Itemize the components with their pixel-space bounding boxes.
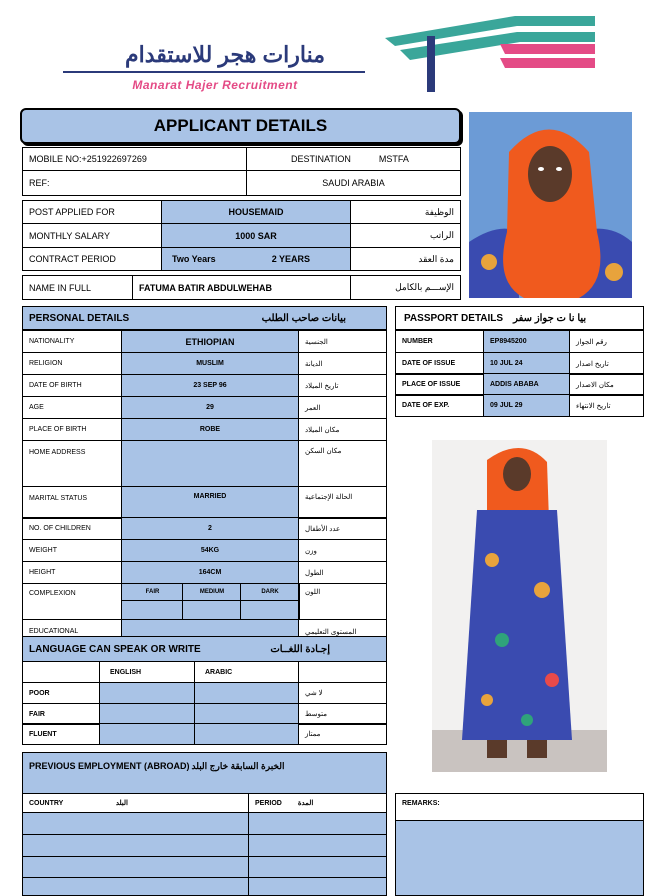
headshot-figure-icon [469, 112, 632, 298]
language-header: LANGUAGE CAN SPEAK OR WRITE إجـادة اللغــات [22, 636, 387, 662]
personal-height-ar: الطول [298, 561, 387, 584]
personal-weight-value: 54KG [121, 539, 299, 562]
lang-fluent-arabic[interactable] [194, 723, 299, 745]
personal-education-ar: المستوى التعليمي [298, 619, 387, 637]
employment-row-period[interactable] [248, 877, 387, 896]
employment-row-country[interactable] [22, 834, 249, 857]
complexion-dark-label: DARK [240, 583, 300, 601]
lang-fluent-label: FLUENT [22, 723, 100, 745]
personal-age-value: 29 [121, 396, 299, 419]
lang-corner-right [298, 661, 387, 683]
complexion-medium-label: MEDIUM [182, 583, 242, 601]
salary-label-ar: الراتب [350, 223, 461, 248]
salary-value: 1000 SAR [161, 223, 351, 248]
employment-row-country[interactable] [22, 877, 249, 896]
personal-nationality-label: NATIONALITY [22, 330, 122, 353]
complexion-fair-label: FAIR [121, 583, 184, 601]
logo-english-text: Manarat Hajer Recruitment [132, 78, 298, 92]
employment-country-col: COUNTRY البلد [22, 793, 249, 813]
passport-expiry-label: DATE OF EXP. [395, 394, 484, 417]
contract-label: CONTRACT PERIOD [22, 247, 162, 271]
name-label: NAME IN FULL [22, 275, 133, 300]
name-value: FATUMA BATIR ABDULWEHAB [132, 275, 351, 300]
employment-row-period[interactable] [248, 856, 387, 879]
complexion-medium-value[interactable] [182, 600, 242, 620]
remarks-box[interactable] [395, 820, 644, 896]
passport-number-label: NUMBER [395, 330, 484, 353]
post-value: HOUSEMAID [161, 200, 351, 224]
contract-value: Two Years 2 YEARS [161, 247, 351, 271]
personal-marital-label: MARITAL STATUS [22, 486, 122, 519]
complexion-dark-value[interactable] [240, 600, 300, 620]
personal-weight-ar: وزن [298, 539, 387, 562]
logo-arabic-text: منارات هجر للاستقدام [124, 42, 326, 67]
lang-fair-arabic[interactable] [194, 703, 299, 725]
personal-religion-ar: الديانة [298, 352, 387, 375]
company-logo [55, 8, 615, 98]
passport-issue_date-label: DATE OF ISSUE [395, 352, 484, 375]
ref-cell: REF: [22, 170, 247, 196]
personal-details-header: PERSONAL DETAILS بيانات صاحب الطلب [22, 306, 387, 330]
lang-fair-english[interactable] [99, 703, 195, 725]
lang-fluent-ar: ممتاز [298, 723, 387, 745]
passport-expiry-ar: تاريخ الانتهاء [569, 394, 644, 417]
personal-height-label: HEIGHT [22, 561, 122, 584]
personal-marital-ar: الحالة الإجتماعية [298, 486, 387, 519]
employment-row-country[interactable] [22, 856, 249, 879]
lang-poor-arabic[interactable] [194, 682, 299, 704]
applicant-headshot-photo [469, 112, 632, 298]
personal-children-value: 2 [121, 517, 299, 540]
lang-poor-english[interactable] [99, 682, 195, 704]
lang-english-header: ENGLISH [99, 661, 195, 683]
personal-education-value [121, 619, 299, 637]
lang-arabic-header: ARABIC [194, 661, 299, 683]
personal-height-value: 164CM [121, 561, 299, 584]
personal-complexion-label: COMPLEXION [22, 583, 122, 620]
lang-poor-ar: لا شي [298, 682, 387, 704]
passport-issue_date-value: 10 JUL 24 [483, 352, 570, 375]
employment-row-period[interactable] [248, 834, 387, 857]
personal-religion-value: MUSLIM [121, 352, 299, 375]
personal-children-ar: عدد الأطفال [298, 517, 387, 540]
personal-children-label: NO. OF CHILDREN [22, 517, 122, 540]
personal-religion-label: RELIGION [22, 352, 122, 375]
applicant-full-body-photo [432, 440, 607, 772]
lang-fair-label: FAIR [22, 703, 100, 725]
employment-row-country[interactable] [22, 812, 249, 835]
personal-address-label: HOME ADDRESS [22, 440, 122, 487]
complexion-fair-value[interactable] [121, 600, 184, 620]
passport-header: PASSPORT DETAILS بيا نا ت جواز سفر [395, 306, 644, 330]
contract-label-ar: مدة العقد [350, 247, 461, 271]
personal-address-ar: مكان السكن [298, 440, 387, 487]
personal-dob-ar: تاريخ الميلاد [298, 374, 387, 397]
personal-pob-value: ROBE [121, 418, 299, 441]
page-title: APPLICANT DETAILS [20, 108, 461, 144]
lang-poor-label: POOR [22, 682, 100, 704]
personal-age-label: AGE [22, 396, 122, 419]
personal-weight-label: WEIGHT [22, 539, 122, 562]
destination-cell: DESTINATION MSTFA [246, 147, 461, 171]
personal-age-ar: العمر [298, 396, 387, 419]
passport-issue_place-label: PLACE OF ISSUE [395, 373, 484, 396]
passport-issue_place-ar: مكان الاصدار [569, 373, 644, 396]
personal-education-label: EDUCATIONAL [22, 619, 122, 637]
name-label-ar: الإســـم بالكامل [350, 275, 461, 300]
passport-number-value: EP8945200 [483, 330, 570, 353]
passport-number-ar: رقم الجواز [569, 330, 644, 353]
employment-row-period[interactable] [248, 812, 387, 835]
country-cell: SAUDI ARABIA [246, 170, 461, 196]
lang-corner [22, 661, 100, 683]
remarks-label: REMARKS: [395, 793, 644, 821]
lang-fluent-english[interactable] [99, 723, 195, 745]
passport-expiry-value: 09 JUL 29 [483, 394, 570, 417]
personal-pob-ar: مكان الميلاد [298, 418, 387, 441]
passport-issue_place-value: ADDIS ABABA [483, 373, 570, 396]
full-body-figure-icon [432, 440, 607, 772]
employment-header: PREVIOUS EMPLOYMENT (ABROAD) الخبرة السابقة خارج البلد [22, 752, 387, 794]
personal-marital-value: MARRIED [121, 486, 299, 519]
passport-issue_date-ar: تاريخ اصدار [569, 352, 644, 375]
post-label: POST APPLIED FOR [22, 200, 162, 224]
personal-dob-value: 23 SEP 96 [121, 374, 299, 397]
personal-address-value [121, 440, 299, 487]
personal-nationality-ar: الجنسية [298, 330, 387, 353]
personal-dob-label: DATE OF BIRTH [22, 374, 122, 397]
lang-fair-ar: متوسط [298, 703, 387, 725]
personal-nationality-value: ETHIOPIAN [121, 330, 299, 353]
post-label-ar: الوظيفة [350, 200, 461, 224]
mobile-number: MOBILE NO:+251922697269 [22, 147, 247, 171]
salary-label: MONTHLY SALARY [22, 223, 162, 248]
personal-complexion-ar: اللون [298, 583, 387, 620]
personal-pob-label: PLACE OF BIRTH [22, 418, 122, 441]
employment-period-col: PERIOD المدة [248, 793, 387, 813]
